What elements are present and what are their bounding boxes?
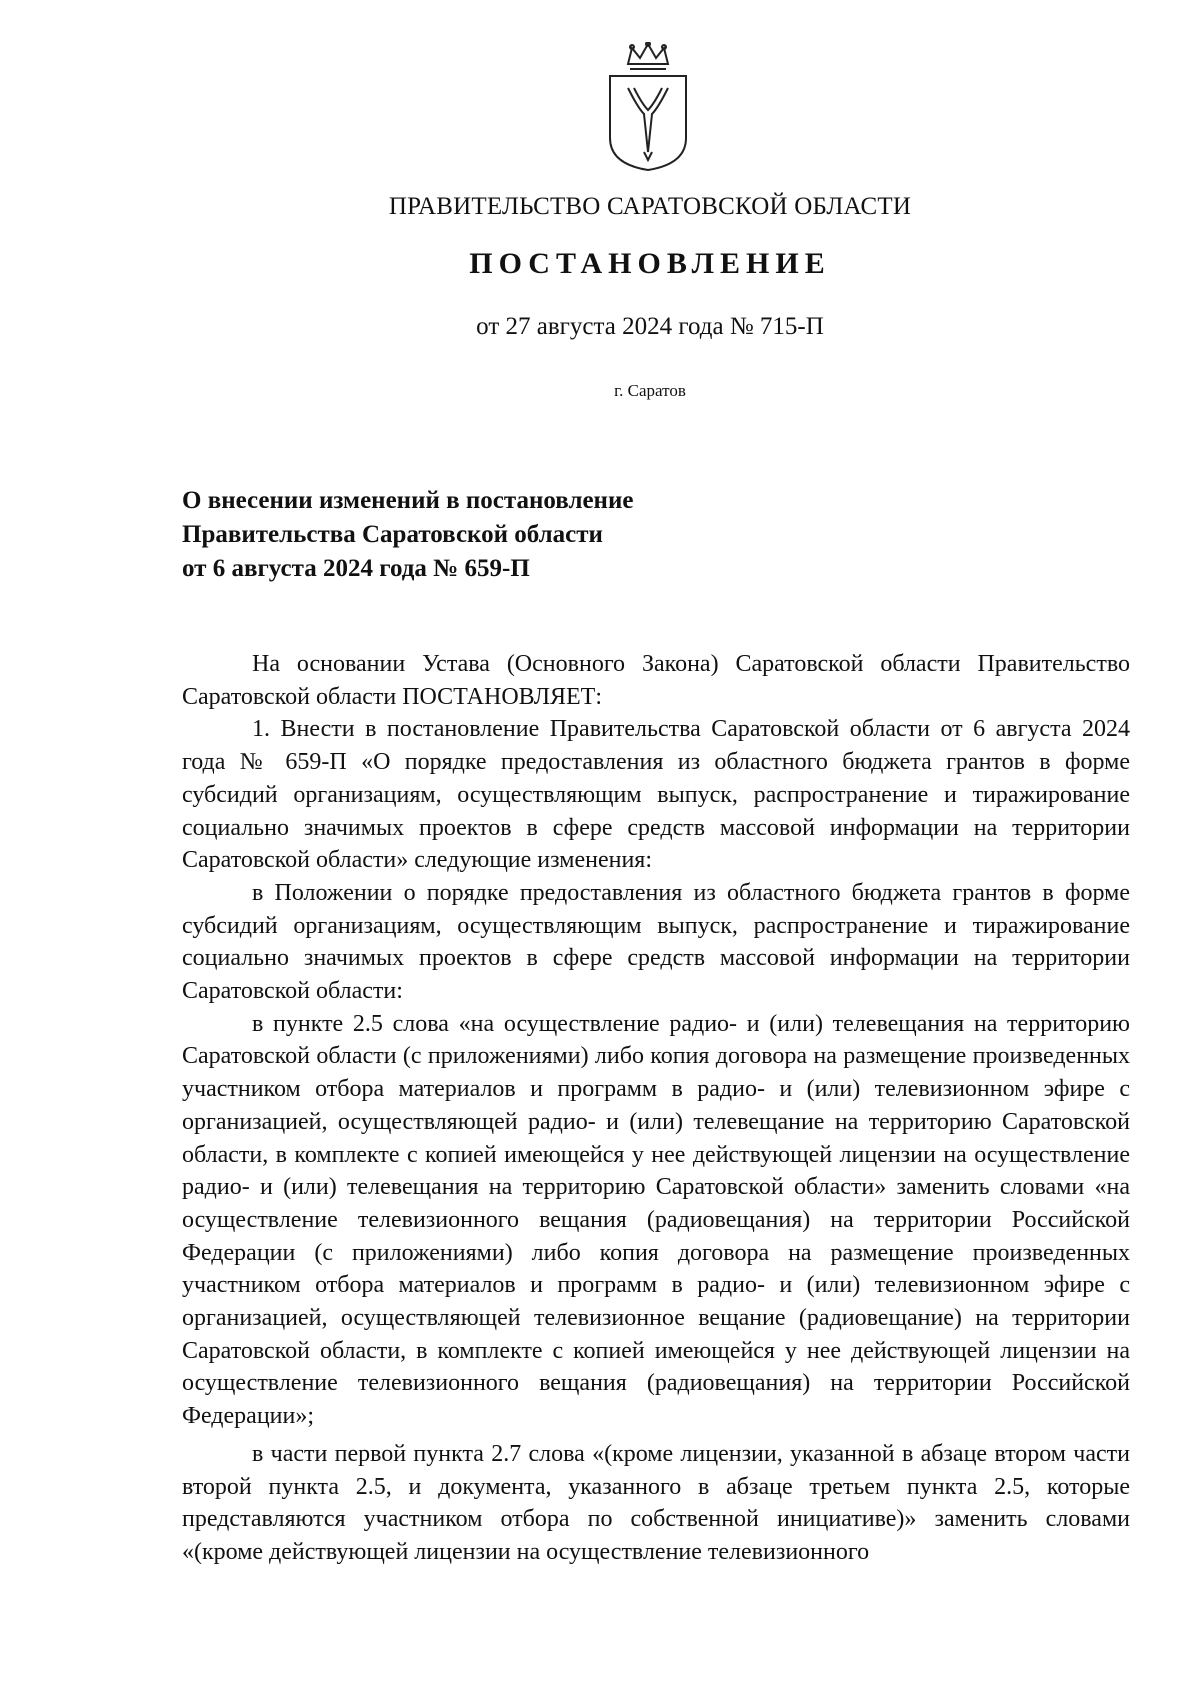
body-paragraph: На основании Устава (Основного Закона) Саратовской области Правительство Саратовской области ПОСТАНОВЛЯЕТ: [182, 651, 1130, 710]
subject-line: от 6 августа 2024 года № 659-П [182, 555, 530, 582]
document-date-number: от 27 августа 2024 года № 715-П [476, 313, 824, 340]
document-type: ПОСТАНОВЛЕНИЕ [469, 247, 831, 280]
body-paragraph: в части первой пункта 2.7 слова «(кроме лицензии, указанной в абзаце втором части второй пункта 2.5, и документа, указанного в абзаце третьем пункта 2.5, которые представляются участником отбора по собственной инициативе)» заменить словами «(кроме действующей лицензии на осуществление телевизионного [182, 1440, 1130, 1565]
coat-of-arms-icon [604, 42, 692, 172]
body-paragraph: в Положении о порядке предоставления из областного бюджета грантов в форме субсидий организациям, осуществляющим выпуск, распространение и тиражирование социально значимых проектов в сфере средств массовой информации на территории Саратовской области: [182, 879, 1130, 1005]
government-name: ПРАВИТЕЛЬСТВО САРАТОВСКОЙ ОБЛАСТИ [388, 193, 912, 220]
document-body [182, 648, 1130, 1569]
document-subject [182, 484, 882, 586]
document-city: г. Саратов [614, 381, 686, 400]
body-paragraph: 1. Внести в постановление Правительства Саратовской области от 6 августа 2024 года № 659-П «О порядке предоставления из областного бюджета грантов в форме субсидий организациям, осуществляющим выпуск, распространение и тиражирование социально значимых проектов в сфере средств массовой информации на территории Саратовской области» следующие изменения: [182, 716, 1130, 874]
subject-line: Правительства Саратовской области [182, 521, 603, 548]
subject-line: О внесении изменений в постановление [182, 487, 634, 514]
body-paragraph: в пункте 2.5 слова «на осуществление радио- и (или) телевещания на территорию Саратовской области (с приложениями) либо копия договора на размещение произведенных участником отбора материалов и программ в радио- и (или) телевизионном эфире с организацией, осуществляющей радио- и (или) телевещание на территорию Саратовской области, в комплекте с копией имеющейся у нее действующей лицензии на осуществление радио- и (или) телевещания на территорию Саратовской области» заменить словами «на осуществление телевизионного вещания (радиовещания) на территории Российской Федерации (с приложениями) либо копия договора на размещение произведенных участником отбора материалов и программ в радио- и (или) телевизионном эфире с организацией, осуществляющей телевизионное вещание (радиовещание) на территории Саратовской области, в комплекте с копией имеющейся у нее действующей лицензии на осуществление телевизионного вещания (радиовещания) на территории Российской Федерации»; [182, 1010, 1130, 1430]
